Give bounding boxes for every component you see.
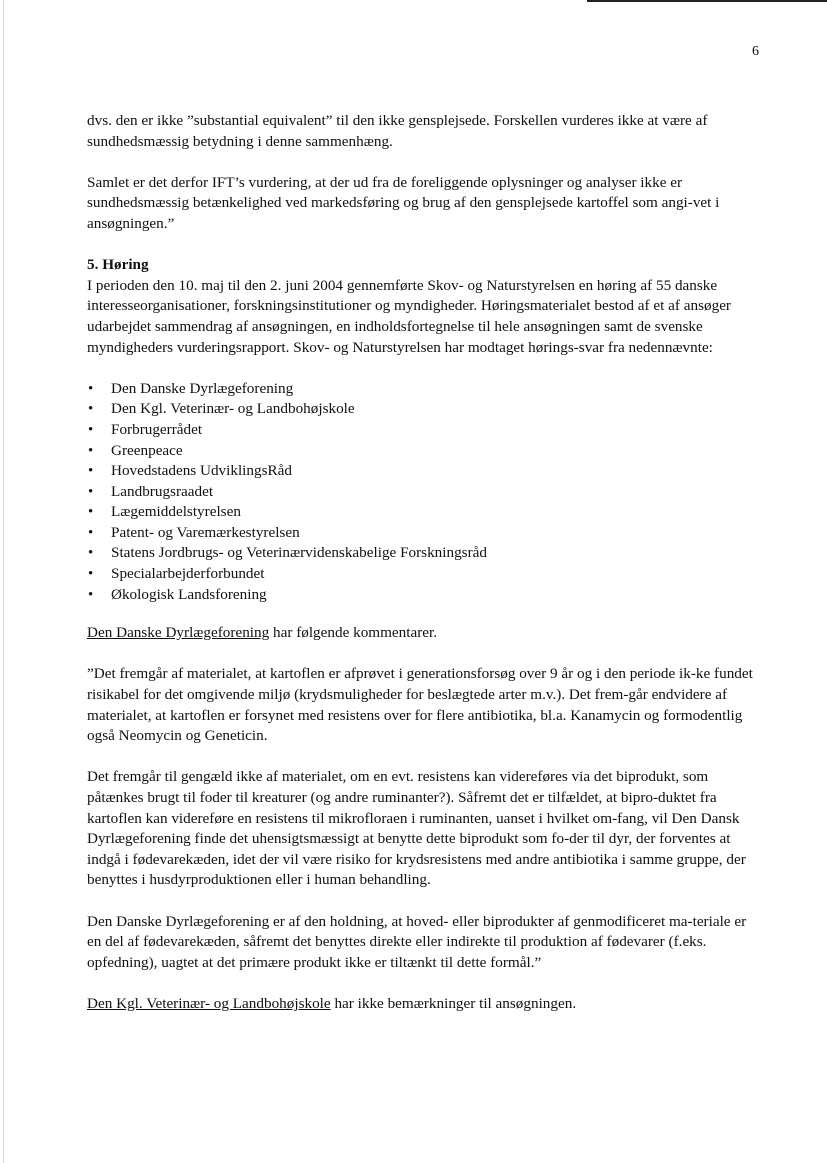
list-item: • Den Kgl. Veterinær- og Landbohøjskole [87,399,759,420]
bullet-icon: • [88,401,94,418]
paragraph-ift-assessment: Samlet er det derfor IFT’s vurdering, at der ud fra de foreliggende oplysninger og analyser ikke er sundhedsmæssig betænkelighed ved markedsføring og brug af den gensplejsede kartoffel som angi-vet i ansøgningen.” [87,173,720,232]
bullet-icon: • [88,380,94,397]
list-item: • Statens Jordbrugs- og Veterinærvidenskabelige Forskningsråd [87,543,759,564]
quote-paragraph-1: ”Det fremgår af materialet, at kartoflen er afprøvet i generationsforsøg over 9 år og i den periode ik-ke fundet risikabel for det omgivende miljø (krydsmuligheder for beslægtede arter m.v.). Det frem-går endvidere af materialet, at kartoflen er forsynet med resistens over for flere antibiotika, bl.a. Kanamycin og formodentlig også Neomycin og Geneticin. [87,665,753,745]
list-item: • Den Danske Dyrlægeforening [87,379,759,400]
bullet-icon: • [88,504,94,521]
comment-heading-dyrlaegeforening: Den Danske Dyrlægeforening har følgende kommentarer. [87,624,438,642]
bullet-icon: • [88,442,94,459]
bullet-icon: • [88,463,94,480]
scan-artifact-line [587,0,827,2]
bullet-icon: • [88,421,94,438]
list-item: • Lægemiddelstyrelsen [87,502,759,523]
bullet-icon: • [88,586,94,603]
list-item: • Greenpeace [87,441,759,462]
org-name-underlined: Den Kgl. Veterinær- og Landbohøjskole [87,994,331,1012]
scan-edge [3,0,4,1163]
paragraph-substantial-equivalent: dvs. den er ikke ”substantial equivalent” til den ikke gensplejsede. Forskellen vurderes ikke at være af sundhedsmæssig betydning i denne sammenhæng. [87,112,708,150]
list-item: • Hovedstadens UdviklingsRåd [87,461,759,482]
respondent-list [87,379,759,606]
paragraph-hearing-intro: I perioden den 10. maj til den 2. juni 2004 gennemførte Skov- og Naturstyrelsen en høring af 55 danske interesseorganisationer, forskningsinstitutioner og myndigheder. Høringsmaterialet bestod af et af ansøger udarbejdet sammendrag af ansøgningen, en indholdsfortegnelse til hele ansøgningen samt de svenske myndigheders vurderingsrapport. Skov- og Naturstyrelsen har modtaget hørings-svar fra nedennævnte: [87,276,731,356]
list-item: • Patent- og Varemærkestyrelsen [87,523,759,544]
list-item: • Specialarbejderforbundet [87,564,759,585]
document-body [87,111,759,1015]
page-number: 6 [752,44,759,59]
list-item: • Forbrugerrådet [87,420,759,441]
section-heading-hearing: 5. Høring [87,256,149,274]
list-item: • Økologisk Landsforening [87,585,759,606]
quote-paragraph-2: Det fremgår til gengæld ikke af materialet, om en evt. resistens kan videreføres via det biprodukt, som påtænkes brugt til foder til kreaturer (og andre ruminanter?). Såfremt det er tilfældet, at bipro-duktet fra kartoflen kan videreføre en resistens til mikrofloraen i ruminanten, uanset i hvilket om-fang, vil Den Dansk Dyrlægeforening finde det uhensigtsmæssigt at benytte dette biprodukt som fo-der til dyr, der forventes at indgå i fødevarekæden, idet der vil være risiko for krydsresistens med andre antibiotika i samme gruppe, der benyttes i husdyrproduktionen eller i human behandling. [87,768,746,889]
bullet-icon: • [88,483,94,500]
org-name-underlined: Den Danske Dyrlægeforening [87,624,270,642]
comment-heading-kvl: Den Kgl. Veterinær- og Landbohøjskole har ikke bemærkninger til ansøgningen. [87,994,577,1012]
quote-paragraph-3: Den Danske Dyrlægeforening er af den holdning, at hoved- eller biprodukter af genmodificeret ma-teriale er en del af fødevarekæden, såfremt det benyttes direkte eller indirekte til produktion af fødevarer (f.eks. opfedning), uagtet at det primære produkt ikke er tiltænkt til dette formål.” [87,912,747,971]
bullet-icon: • [88,545,94,562]
bullet-icon: • [88,566,94,583]
bullet-icon: • [88,524,94,541]
list-item: • Landbrugsraadet [87,482,759,503]
